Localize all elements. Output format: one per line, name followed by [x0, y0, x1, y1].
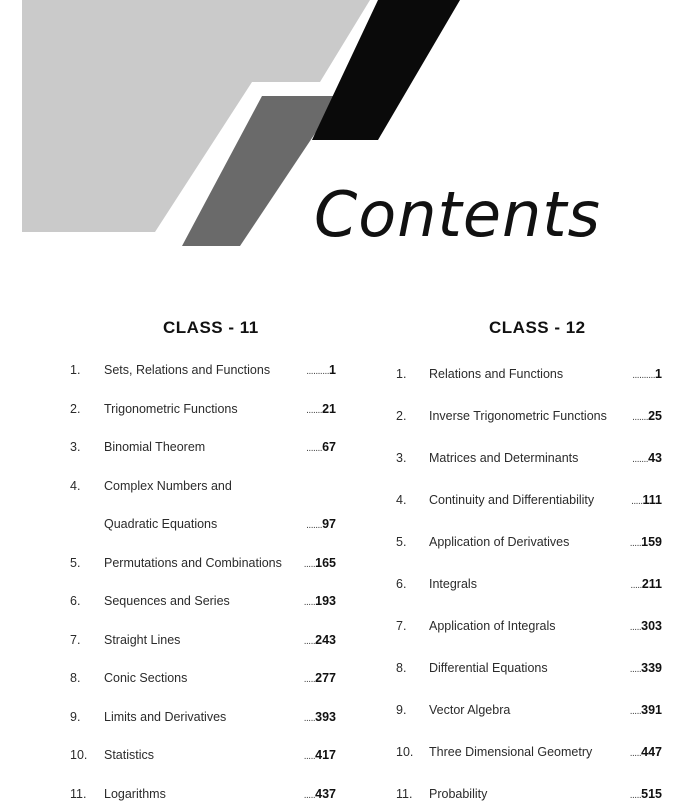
toc-row	[70, 556, 336, 572]
toc-row	[396, 535, 662, 551]
toc-page-ref	[304, 748, 336, 762]
toc-number: 3.	[396, 451, 407, 465]
toc-page-ref	[306, 402, 336, 416]
toc-title: Continuity and Differentiability	[429, 493, 595, 507]
toc-page-ref	[306, 517, 336, 531]
toc-leader-dots: .....	[629, 790, 642, 801]
toc-row	[396, 745, 662, 761]
toc-title: Quadratic Equations	[104, 517, 218, 531]
toc-page-number: 303	[641, 619, 662, 633]
toc-title: Three Dimensional Geometry	[429, 745, 593, 759]
toc-title: Application of Derivatives	[429, 535, 570, 549]
toc-leader-dots: .......	[306, 404, 323, 416]
toc-number: 9.	[70, 709, 81, 724]
toc-row	[70, 594, 336, 610]
toc-page-ref	[304, 556, 336, 570]
toc-page-ref	[630, 745, 662, 759]
toc-row	[70, 787, 336, 803]
class-11-title: CLASS - 11	[163, 318, 259, 337]
toc-row	[396, 577, 662, 593]
toc-row	[70, 402, 336, 418]
toc-page-ref	[630, 619, 662, 633]
toc-title: Trigonometric Functions	[104, 401, 238, 416]
toc-page-number: 211	[641, 577, 662, 591]
toc-page-ref	[630, 787, 662, 801]
toc-number: 8.	[396, 661, 407, 675]
toc-page-ref	[630, 703, 662, 717]
toc-number: 11.	[70, 786, 87, 801]
toc-row	[396, 703, 662, 719]
toc-leader-dots: .....	[630, 580, 642, 591]
toc-page-number: 339	[641, 661, 662, 675]
toc-page-ref	[304, 787, 336, 801]
toc-page-number: 21	[322, 401, 336, 416]
toc-row	[396, 787, 662, 803]
toc-number: 4.	[396, 493, 407, 507]
toc-leader-dots: .....	[629, 538, 642, 549]
toc-leader-dots: .....	[303, 635, 316, 647]
toc-page-number: 43	[648, 451, 662, 465]
toc-page-number: 193	[315, 594, 336, 608]
toc-page-number: 437	[315, 786, 336, 801]
toc-leader-dots: .....	[303, 789, 316, 801]
toc-page-number: 67	[322, 440, 336, 454]
toc-row	[396, 409, 662, 425]
toc-number: 3.	[70, 440, 81, 454]
toc-leader-dots: .....	[303, 712, 316, 724]
toc-number: 2.	[396, 409, 407, 423]
toc-page-ref	[631, 493, 662, 507]
toc-page-ref	[632, 409, 662, 423]
toc-leader-dots: .....	[303, 751, 316, 762]
toc-page-number: 417	[315, 748, 336, 762]
toc-row	[396, 661, 662, 677]
toc-title: Relations and Functions	[429, 367, 564, 381]
toc-page-number: 447	[641, 745, 662, 759]
toc-number: 2.	[70, 401, 81, 416]
toc-number: 9.	[396, 703, 407, 717]
toc-page-number: 159	[641, 535, 662, 549]
toc-number: 8.	[70, 671, 81, 685]
toc-title: Differential Equations	[429, 661, 548, 675]
toc-row	[70, 479, 336, 495]
toc-leader-dots: .....	[629, 748, 642, 759]
toc-leader-dots: .......	[632, 412, 649, 423]
toc-row	[70, 440, 336, 456]
toc-title: Limits and Derivatives	[104, 709, 227, 724]
toc-page-ref	[306, 363, 336, 377]
toc-leader-dots: .....	[303, 674, 316, 685]
toc-title: Sequences and Series	[104, 594, 230, 608]
toc-title: Vector Algebra	[429, 703, 511, 717]
toc-row	[70, 748, 336, 764]
toc-title: Inverse Trigonometric Functions	[429, 409, 607, 423]
toc-page-number: 277	[315, 671, 336, 685]
toc-row	[70, 363, 336, 379]
toc-page-number: 243	[315, 632, 336, 647]
toc-title: Straight Lines	[104, 632, 181, 647]
toc-number: 11.	[396, 787, 413, 801]
toc-leader-dots: .......	[306, 443, 323, 454]
toc-page-ref	[304, 710, 336, 724]
toc-row	[70, 671, 336, 687]
toc-page-ref	[306, 440, 336, 454]
toc-row	[70, 710, 336, 726]
toc-page-ref	[304, 671, 336, 685]
toc-page-number: 97	[322, 517, 336, 531]
toc-page-ref	[632, 367, 662, 381]
toc-page-number: 165	[315, 555, 336, 570]
toc-leader-dots: .....	[303, 597, 316, 608]
toc-row	[396, 451, 662, 467]
toc-title: Conic Sections	[104, 671, 188, 685]
toc-leader-dots: .....	[629, 706, 642, 717]
toc-page-number: 1	[329, 363, 336, 377]
toc-number: 7.	[396, 619, 407, 633]
toc-number: 4.	[70, 478, 81, 493]
toc-leader-dots: .....	[629, 622, 642, 633]
toc-number: 6.	[70, 594, 81, 608]
toc-title: Statistics	[104, 748, 155, 762]
toc-title: Matrices and Determinants	[429, 451, 579, 465]
toc-number: 10.	[70, 748, 88, 762]
toc-leader-dots: ..........	[306, 366, 330, 377]
toc-page-number: 391	[641, 703, 662, 717]
toc-page-ref	[304, 633, 336, 647]
toc-leader-dots: .....	[303, 558, 316, 570]
toc-row	[70, 633, 336, 649]
toc-leader-dots: .......	[632, 454, 649, 465]
class-12-title: CLASS - 12	[489, 318, 586, 337]
toc-page-number: 25	[648, 409, 662, 423]
toc-title: Application of Integrals	[429, 619, 556, 633]
toc-page-number: 515	[641, 787, 662, 801]
toc-page-number: 1	[655, 367, 662, 381]
toc-row	[396, 619, 662, 635]
toc-leader-dots: .....	[631, 496, 643, 507]
toc-number: 1.	[396, 367, 407, 381]
toc-title: Binomial Theorem	[104, 440, 206, 454]
toc-row	[396, 367, 662, 383]
toc-leader-dots: ..........	[632, 370, 656, 381]
toc-title: Complex Numbers and	[104, 478, 232, 493]
toc-title: Probability	[429, 787, 488, 801]
toc-leader-dots: .....	[629, 664, 642, 675]
toc-number: 5.	[70, 555, 81, 570]
toc-title: Integrals	[429, 577, 477, 591]
toc-page-ref	[632, 451, 662, 465]
toc-number: 1.	[70, 363, 81, 377]
toc-page-number: 393	[315, 709, 336, 724]
toc-leader-dots: .......	[306, 520, 323, 531]
toc-number: 6.	[396, 577, 407, 591]
page-title: Contents	[314, 178, 601, 251]
toc-page-ref	[630, 661, 662, 675]
toc-title: Permutations and Combinations	[104, 555, 282, 570]
toc-page-number: 111	[642, 493, 662, 507]
toc-number: 10.	[396, 745, 414, 759]
toc-number: 5.	[396, 535, 407, 549]
toc-page-ref	[304, 594, 336, 608]
toc-page-ref	[630, 577, 662, 591]
toc-row	[396, 493, 662, 509]
toc-row	[70, 517, 336, 533]
toc-number: 7.	[70, 632, 81, 647]
toc-page-ref	[630, 535, 662, 549]
toc-title: Logarithms	[104, 786, 166, 801]
toc-title: Sets, Relations and Functions	[104, 363, 271, 377]
